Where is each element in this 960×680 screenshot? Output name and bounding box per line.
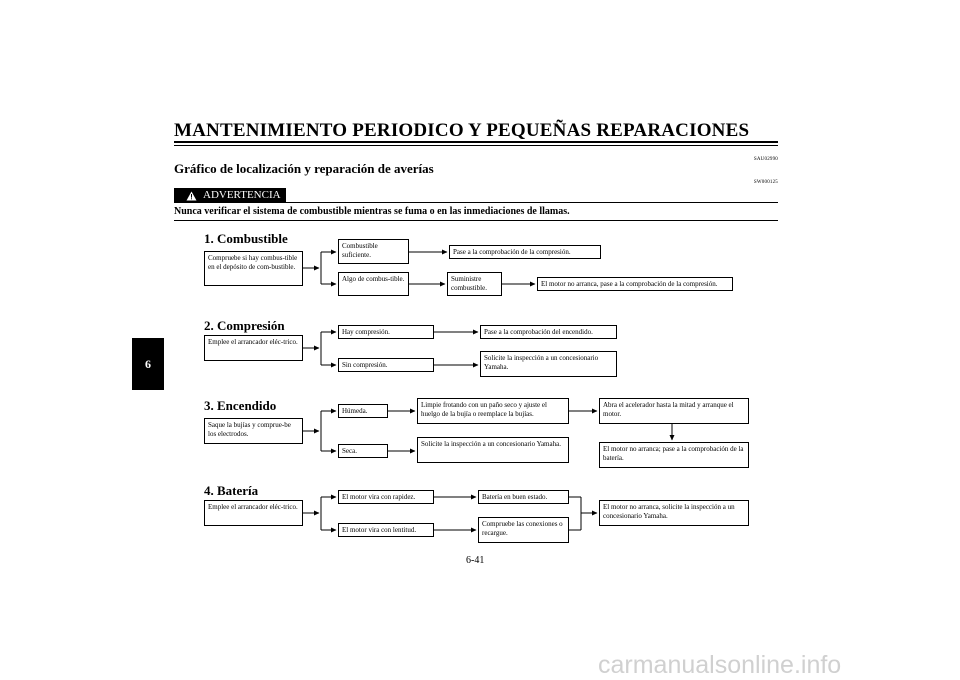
ignition-wet-action-box: Limpie frotando con un paño seco y ajuste el huelgo de la bujía o reemplace la bujías. [417,398,569,424]
fuel-no-result-box: El motor no arranca, pase a la comprobación de la compresión. [537,277,733,291]
battery-fast-result-box: Batería en buen estado. [478,490,569,504]
compression-no-result-box: Solicite la inspección a un concesionario Yamaha. [480,351,617,377]
watermark: carmanualsonline.info [598,651,842,679]
ignition-dry-result-box: Solicite la inspección a un concesionario Yamaha. [417,437,569,463]
compression-start-box: Emplee el arrancador eléc-trico. [204,335,303,361]
fuel-no-box: Algo de combus-tible. [338,272,409,296]
compression-no-box: Sin compresión. [338,358,434,372]
battery-slow-box: El motor vira con lentitud. [338,523,434,537]
warning-text: Nunca verificar el sistema de combustible mientras se fuma o en las inmediaciones de llamas. [174,206,570,217]
page-title: MANTENIMIENTO PERIODICO Y PEQUEÑAS REPARACIONES [174,120,750,141]
compression-yes-box: Hay compresión. [338,325,434,339]
ignition-wet-box: Húmeda. [338,404,388,418]
battery-final-box: El motor no arranca, solicite la inspección a un concesionario Yamaha. [599,500,749,526]
ignition-start-box: Saque la bujías y comprue-be los electrodos. [204,418,303,444]
section-title-battery: 4. Batería [204,483,259,498]
section-title-compression: 2. Compresión [204,318,285,333]
fuel-yes-box: Combustible suficiente. [338,239,409,264]
warning-code: SW000125 [753,180,778,185]
section-code: SAU02990 [753,157,778,162]
section-subtitle: Gráfico de localización y reparación de averías [174,161,434,176]
ignition-dry-box: Seca. [338,444,388,458]
ignition-wet-result-box: Abra el acelerador hasta la mitad y arranque el motor. [599,398,749,424]
fuel-yes-result-box: Pase a la comprobación de la compresión. [449,245,601,259]
page-number: 6-41 [466,555,485,566]
section-title-fuel: 1. Combustible [204,231,288,246]
fuel-start-box: Compruebe si hay combus-tible en el depósito de com-bustible. [204,251,303,286]
ignition-fail-result-box: El motor no arranca; pase a la comprobación de la batería. [599,442,749,468]
battery-start-box: Emplee el arrancador eléc-trico. [204,500,303,526]
battery-fast-box: El motor vira con rapidez. [338,490,434,504]
chapter-tab: 6 [132,338,164,390]
compression-yes-result-box: Pase a la comprobación del encendido. [480,325,617,339]
battery-slow-action-box: Compruebe las conexiones o recargue. [478,517,569,543]
fuel-no-action-box: Suministre combustible. [447,272,502,296]
section-title-ignition: 3. Encendido [204,398,277,413]
warning-label: ADVERTENCIA [203,189,281,201]
